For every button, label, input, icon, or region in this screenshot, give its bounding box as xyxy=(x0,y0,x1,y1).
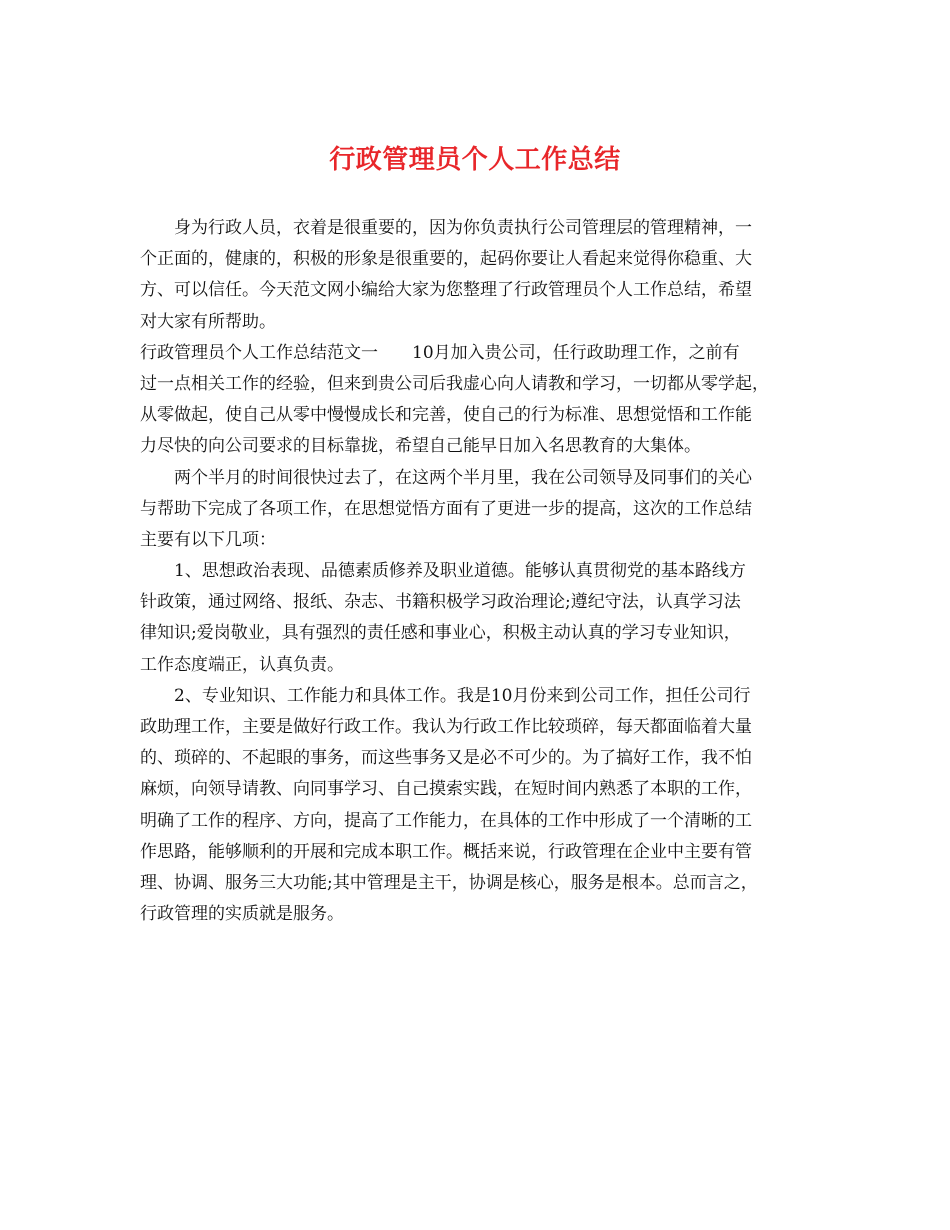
text-line: 身为行政人员，衣着是很重要的，因为你负责执行公司管理层的管理精神，一 xyxy=(174,218,752,238)
text-line: 过一点相关工作的经验，但来到贵公司后我虚心向人请教和学习，一切都从零学起， xyxy=(140,373,769,394)
text-line: 2、专业知识、工作能力和具体工作。我是10月份来到公司工作，担任公司行 xyxy=(174,685,751,706)
text-line: 行政管理员个人工作总结范文一 10月加入贵公司，任行政助理工作，之前有 xyxy=(140,342,740,363)
text-line: 主要有以下几项： xyxy=(140,529,276,550)
text-line: 力尽快的向公司要求的目标靠拢，希望自己能早日加入名思教育的大集体。 xyxy=(140,436,701,457)
text-line: 个正面的，健康的，积极的形象是很重要的，起码你要让人看起来觉得你稳重、大 xyxy=(140,249,752,270)
document-title: 行政管理员个人工作总结 xyxy=(329,145,621,175)
document-body xyxy=(140,213,815,930)
text-line: 律知识;爱岗敬业，具有强烈的责任感和事业心，积极主动认真的学习专业知识， xyxy=(140,623,741,644)
text-line: 作思路，能够顺利的开展和完成本职工作。概括来说，行政管理在企业中主要有管 xyxy=(140,841,752,862)
text-line: 工作态度端正，认真负责。 xyxy=(140,654,344,675)
text-line: 政助理工作，主要是做好行政工作。我认为行政工作比较琐碎，每天都面临着大量 xyxy=(140,717,752,737)
text-line: 与帮助下完成了各项工作，在思想觉悟方面有了更进一步的提高，这次的工作总结 xyxy=(140,498,752,519)
text-line: 两个半月的时间很快过去了，在这两个半月里，我在公司领导及同事们的关心 xyxy=(174,467,752,488)
text-line: 1、思想政治表现、品德素质修养及职业道德。能够认真贯彻党的基本路线方 xyxy=(174,561,746,582)
text-line: 的、琐碎的、不起眼的事务，而这些事务又是必不可少的。为了搞好工作，我不怕 xyxy=(140,748,752,769)
text-line: 理、协调、服务三大功能;其中管理是主干，协调是核心，服务是根本。总而言之， xyxy=(140,872,758,893)
text-line: 明确了工作的程序、方向，提高了工作能力，在具体的工作中形成了一个清晰的工 xyxy=(140,810,752,831)
text-line: 从零做起，使自己从零中慢慢成长和完善，使自己的行为标准、思想觉悟和工作能 xyxy=(140,405,752,426)
text-line: 行政管理的实质就是服务。 xyxy=(140,904,344,925)
text-line: 针政策，通过网络、报纸、杂志、书籍积极学习政治理论;遵纪守法，认真学习法 xyxy=(140,592,741,613)
text-line: 对大家有所帮助。 xyxy=(140,311,276,332)
text-line: 麻烦，向领导请教、向同事学习、自己摸索实践，在短时间内熟悉了本职的工作， xyxy=(140,779,752,800)
text-line: 方、可以信任。今天范文网小编给大家为您整理了行政管理员个人工作总结，希望 xyxy=(140,280,752,301)
